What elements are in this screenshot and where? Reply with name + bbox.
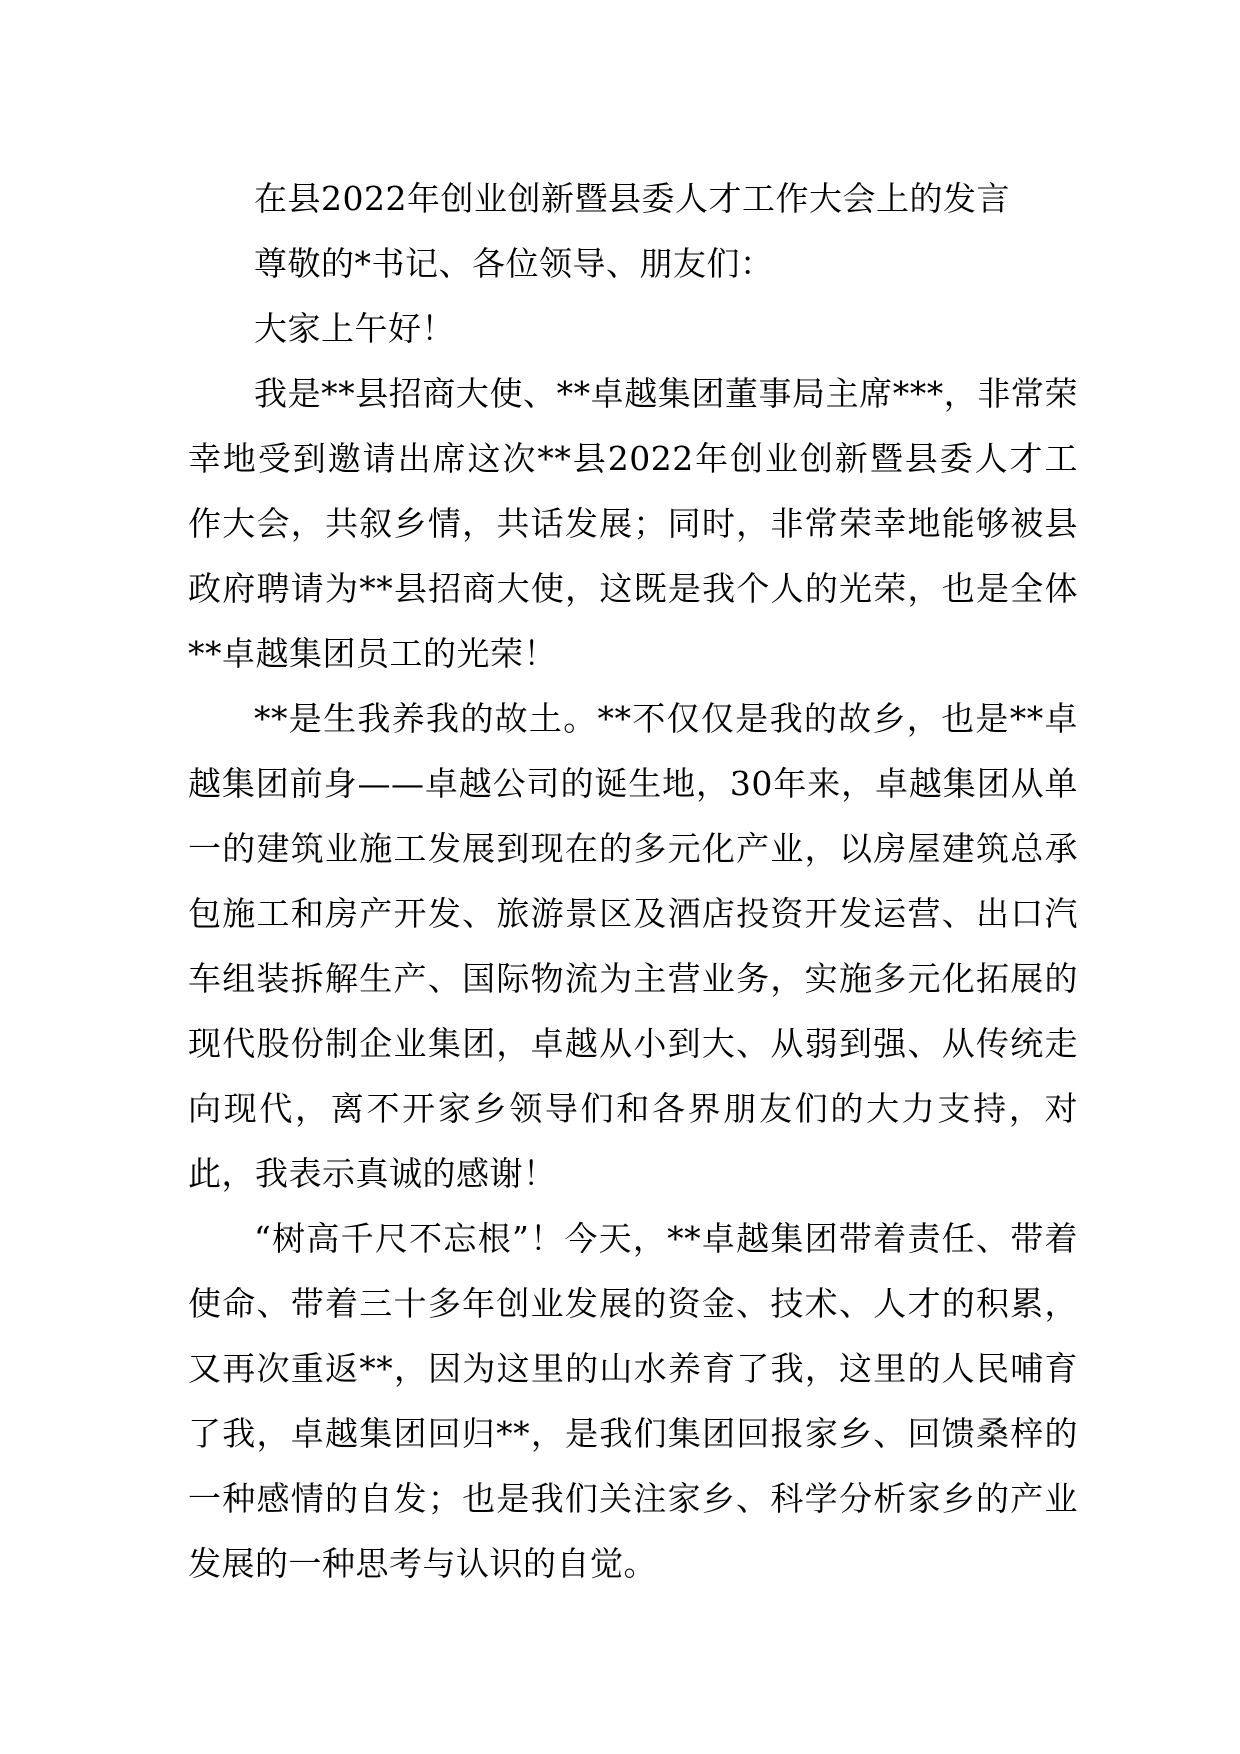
greeting: 大家上午好！ [254, 309, 455, 348]
document-title: 在县2022年创业创新暨县委人才工作大会上的发言 [254, 179, 1010, 218]
paragraph-2: **是生我养我的故土。**不仅仅是我的故乡，也是**卓越集团前身——卓越公司的诞生地，30年来，卓越集团从单一的建筑业施工发展到现在的多元化产业，以房屋建筑总承包施工和房产开发、旅游景区及酒店投资开发运营、出口汽车组装拆解生产、国际物流为主营业务，实施多元化拓展的现代股份制企业集团，卓越从小到大、从弱到强、从传统走向现代，离不开家乡领导们和各界朋友们的大力支持，对此，我表示真诚的感谢！ [188, 699, 1078, 1193]
paragraph-3: “树高千尺不忘根”！今天，**卓越集团带着责任、带着使命、带着三十多年创业发展的资金、技术、人才的积累，又再次重返**，因为这里的山水养育了我，这里的人民哺育了我，卓越集团回归**，是我们集团回报家乡、回馈桑梓的一种感情的自发；也是我们关注家乡、科学分析家乡的产业发展的一种思考与认识的自觉。 [188, 1219, 1078, 1583]
document-body [188, 166, 1078, 1596]
paragraph-1: 我是**县招商大使、**卓越集团董事局主席***，非常荣幸地受到邀请出席这次**县2022年创业创新暨县委人才工作大会，共叙乡情，共话发展；同时，非常荣幸地能够被县政府聘请为**县招商大使，这既是我个人的光荣，也是全体**卓越集团员工的光荣！ [188, 374, 1078, 673]
salutation: 尊敬的*书记、各位领导、朋友们： [254, 244, 774, 283]
